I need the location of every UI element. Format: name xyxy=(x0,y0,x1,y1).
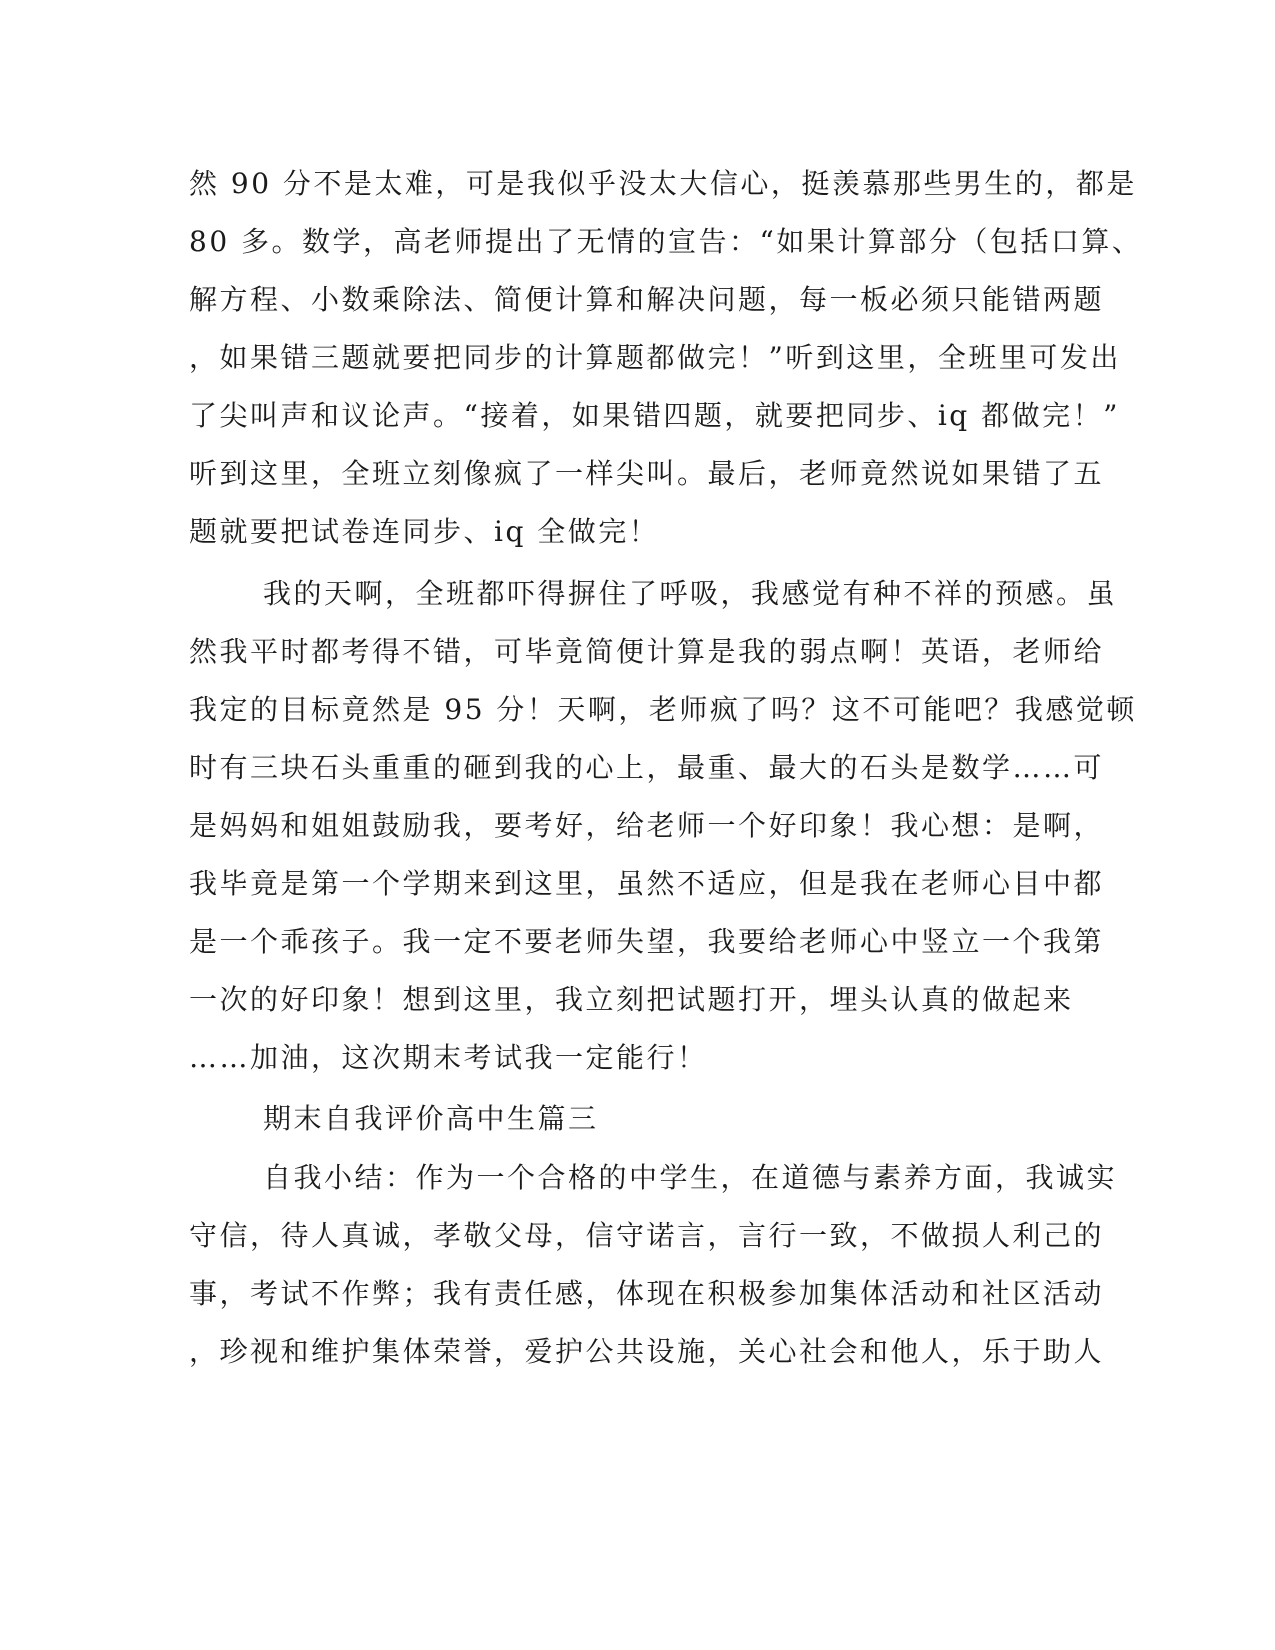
text-line: 是一个乖孩子。我一定不要老师失望，我要给老师心中竖立一个我第 xyxy=(189,925,1105,958)
text-line: 时有三块石头重重的砸到我的心上，最重、最大的石头是数学……可 xyxy=(189,751,1105,784)
text-line: 80 多。数学，高老师提出了无情的宣告：“如果计算部分（包括口算、 xyxy=(189,225,1143,258)
text-line: 我毕竟是第一个学期来到这里，虽然不适应，但是我在老师心目中都 xyxy=(189,867,1105,900)
text-line: 题就要把试卷连同步、iq 全做完！ xyxy=(189,515,660,548)
text-line: 解方程、小数乘除法、简便计算和解决问题，每一板必须只能错两题 xyxy=(189,283,1105,316)
text-line: 守信，待人真诚，孝敬父母，信守诺言，言行一致，不做损人利己的 xyxy=(189,1219,1105,1252)
text-line: 然 90 分不是太难，可是我似乎没太大信心，挺羡慕那些男生的，都是 xyxy=(189,167,1137,200)
text-line: 是妈妈和姐姐鼓励我，要考好，给老师一个好印象！我心想：是啊， xyxy=(189,809,1105,842)
text-line: 然我平时都考得不错，可毕竟简便计算是我的弱点啊！英语，老师给 xyxy=(189,635,1105,668)
text-line: 一次的好印象！想到这里，我立刻把试题打开，埋头认真的做起来 xyxy=(189,983,1074,1016)
text-line: 了尖叫声和议论声。“接着，如果错四题，就要把同步、iq 都做完！” xyxy=(189,399,1120,432)
paragraph-first-line: 我的天啊，全班都吓得摒住了呼吸，我感觉有种不祥的预感。虽 xyxy=(263,577,1118,610)
paragraph-first-line: 自我小结：作为一个合格的中学生，在道德与素养方面，我诚实 xyxy=(263,1161,1118,1194)
text-line: 我定的目标竟然是 95 分！天啊，老师疯了吗？这不可能吧？我感觉顿 xyxy=(189,693,1137,726)
text-line: 事，考试不作弊；我有责任感，体现在积极参加集体活动和社区活动 xyxy=(189,1277,1105,1310)
text-line: ，珍视和维护集体荣誉，爱护公共设施，关心社会和他人，乐于助人 xyxy=(189,1335,1105,1368)
section-heading: 期末自我评价高中生篇三 xyxy=(263,1102,599,1135)
text-line: ，如果错三题就要把同步的计算题都做完！”听到这里，全班里可发出 xyxy=(189,341,1121,374)
text-line: ……加油，这次期末考试我一定能行！ xyxy=(189,1041,708,1074)
text-line: 听到这里，全班立刻像疯了一样尖叫。最后，老师竟然说如果错了五 xyxy=(189,457,1105,490)
